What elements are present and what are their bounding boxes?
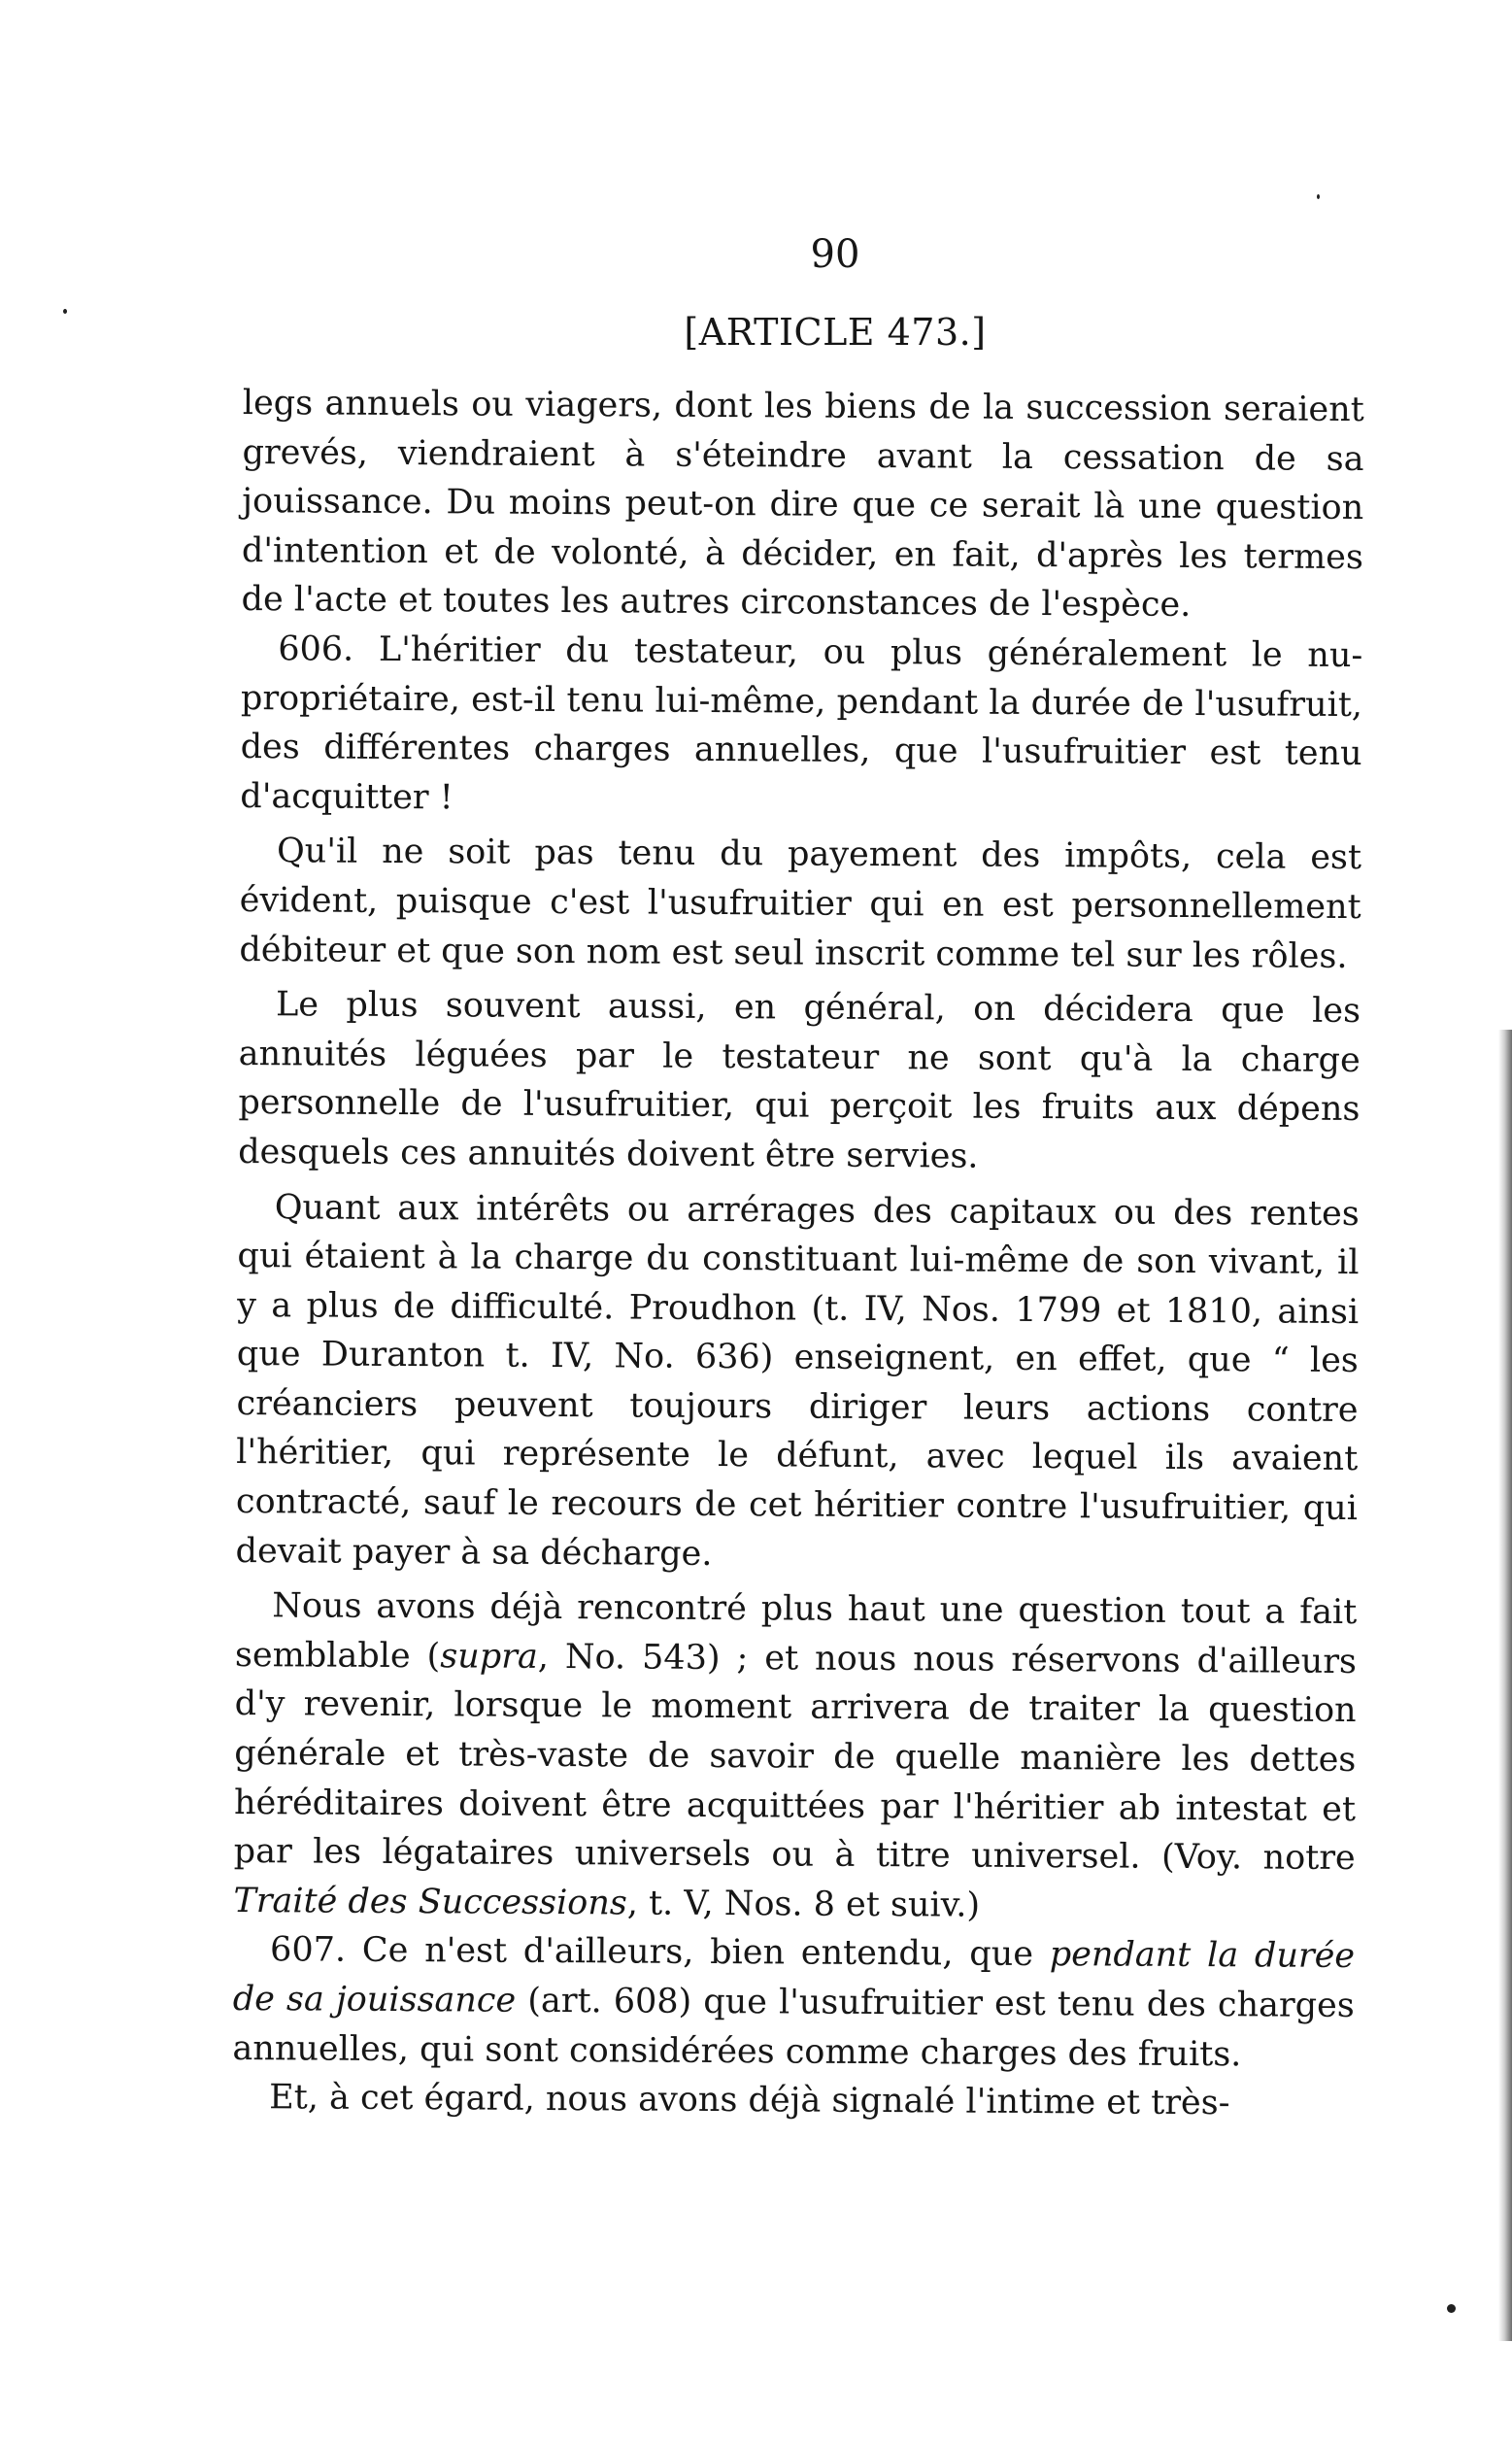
scan-edge-shadow bbox=[1498, 1030, 1512, 2341]
paragraph-606 bbox=[240, 625, 1362, 828]
text-run: Le plus souvent aussi, en général, on décidera que les annuités léguées par le testateur ne sont qu'à la charge personnelle de l'usufruitier, qui perçoit les fruits aux dépens desquels ces annuités doivent être servies. bbox=[238, 985, 1361, 1176]
page-number: 90 bbox=[810, 232, 860, 277]
scan-speck bbox=[1317, 194, 1320, 199]
paragraph-continuation bbox=[241, 379, 1364, 631]
scan-speck bbox=[1447, 2304, 1456, 2313]
paragraph-question bbox=[233, 1581, 1357, 1932]
paragraph-annuites bbox=[238, 980, 1361, 1183]
text-run: legs annuels ou viagers, dont les biens de la succession seraient grevés, viendraient à s'éteindre avant la cessation de sa jouissance. Du moins peut-on dire que ce serait là une question d'intention et de volonté, à décider, en fait, d'après les termes de l'acte et toutes les autres circonstances de l'espèce. bbox=[241, 383, 1364, 626]
italic-run: supra bbox=[440, 1637, 538, 1677]
text-run: , t. V, Nos. 8 et suiv.) bbox=[626, 1884, 981, 1925]
paragraph-impots bbox=[239, 827, 1361, 981]
running-head: [ARTICLE 473.] bbox=[684, 311, 987, 354]
text-run: 607. Ce n'est d'ailleurs, bien entendu, que bbox=[269, 1930, 1050, 1975]
paragraph-607 bbox=[232, 1925, 1355, 2080]
body-text bbox=[232, 379, 1364, 2129]
text-run: (art. 608) que l'usufruitier est tenu des charges annuelles, qui sont considérées comme charges des fruits. bbox=[232, 1981, 1355, 2074]
text-run: Et, à cet égard, nous avons déjà signalé l'intime et très- bbox=[269, 2078, 1230, 2123]
text-run: Quant aux intérêts ou arrérages des capitaux ou des rentes qui étaient à la charge du constituant lui-même de son vivant, il y a plus de difficulté. Proudhon (t. IV, Nos. 1799 et 1810, ainsi que Duranton t. IV, No. 636) enseignent, en effet, que “ les créanciers peuvent toujours diriger leurs actions contre l'héritier, qui représente le défunt, avec lequel ils avaient contracté, sauf le recours de cet héritier contre l'usufruitier, qui devait payer à sa décharge. bbox=[235, 1187, 1360, 1574]
text-run: 606. L'héritier du testateur, ou plus généralement le nu-propriétaire, est-il tenu lui-même, pendant la durée de l'usufruit, des différentes charges annuelles, que l'usufruitier est tenu d'acquitter ! bbox=[240, 629, 1363, 818]
text-run: Qu'il ne soit pas tenu du payement des impôts, cela est évident, puisque c'est l'usufruitier qui en est personnellement débiteur et que son nom est seul inscrit comme tel sur les rôles. bbox=[239, 832, 1362, 976]
scan-speck bbox=[63, 309, 67, 314]
italic-run: Traité des Successions bbox=[233, 1881, 627, 1923]
italic-run: pendant la durée de sa jouissance bbox=[232, 1935, 1356, 2021]
paragraph-interets bbox=[235, 1182, 1359, 1582]
paragraph-final bbox=[232, 2073, 1354, 2129]
text-run: Nous avons déjà rencontré plus haut une question tout a fait semblable ( bbox=[234, 1586, 1358, 1677]
text-run: , No. 543) ; et nous nous réservons d'ailleurs d'y revenir, lorsque le moment arrivera de traiter la question générale et très-vaste de savoir de quelle manière les dettes héréditaires doivent être acquittées par l'héritier ab intestat et par les légataires universels ou à titre universel. (Voy. notre bbox=[233, 1637, 1358, 1879]
